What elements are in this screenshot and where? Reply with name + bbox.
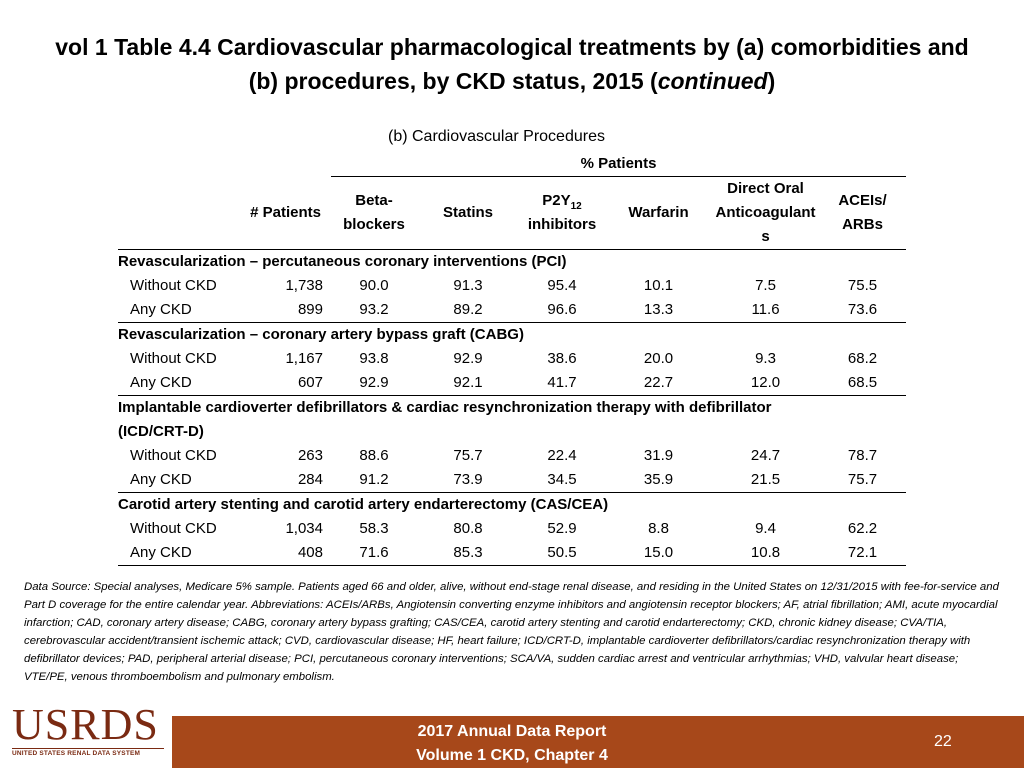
- col-doac-line2: Anticoagulant: [715, 204, 816, 221]
- table-row: [118, 517, 906, 541]
- table-row: [118, 298, 906, 323]
- beta-value: 92.9: [359, 374, 389, 391]
- warfarin-value: 22.7: [643, 374, 674, 391]
- section-title-line: Revascularization – percutaneous coronary interventions (PCI): [118, 253, 567, 270]
- table-row: [118, 444, 906, 468]
- warfarin-value: 20.0: [643, 350, 674, 367]
- p2y-value: 38.6: [547, 350, 577, 367]
- warfarin-value: 10.1: [643, 277, 674, 294]
- usrds-logo-subtext: UNITED STATES RENAL DATA SYSTEM: [12, 748, 164, 757]
- warfarin-value: 15.0: [643, 544, 674, 561]
- beta-value: 91.2: [359, 471, 389, 488]
- procedures-table: [118, 152, 906, 566]
- section-header-row: [118, 250, 906, 275]
- p2y-value: 50.5: [547, 544, 577, 561]
- col-p2y-line1: [519, 189, 605, 213]
- warfarin-value: 8.8: [648, 520, 669, 537]
- row-label: Without CKD: [130, 350, 217, 367]
- section-title-line: Implantable cardioverter defibrillators & cardiac resynchronization therapy with defibrillator: [118, 399, 772, 416]
- col-acei-header: [819, 177, 906, 250]
- slide-title: [0, 30, 1024, 98]
- acei-value: 62.2: [847, 520, 878, 537]
- patients-count: 1,738: [285, 277, 323, 294]
- statins-value: 73.9: [453, 471, 483, 488]
- statins-value: 92.9: [453, 350, 483, 367]
- table-row: [118, 371, 906, 396]
- section-title: [118, 493, 906, 518]
- section-header-row: [118, 493, 906, 518]
- doac-value: 12.0: [750, 374, 781, 391]
- acei-value: 72.1: [847, 544, 878, 561]
- title-line-1: vol 1 Table 4.4 Cardiovascular pharmacological treatments by (a) comorbidities and: [55, 34, 969, 60]
- col-doac-line1: Direct Oral: [727, 180, 804, 197]
- col-beta-line2: blockers: [343, 216, 405, 233]
- col-warfarin-header: Warfarin: [628, 204, 689, 221]
- column-header-row: [118, 177, 906, 250]
- footer-text: [0, 720, 1024, 768]
- warfarin-value: 31.9: [643, 447, 674, 464]
- footer-line-2: Volume 1 CKD, Chapter 4: [416, 747, 608, 764]
- usrds-logo-text: USRDS: [12, 700, 159, 749]
- col-beta-header: [331, 177, 417, 250]
- acei-value: 75.5: [847, 277, 878, 294]
- doac-value: 21.5: [750, 471, 781, 488]
- section-title-line: Carotid artery stenting and carotid artery endarterectomy (CAS/CEA): [118, 496, 609, 513]
- section-title: [118, 250, 906, 275]
- beta-value: 58.3: [359, 520, 389, 537]
- p2y-value: 22.4: [547, 447, 577, 464]
- row-label: Without CKD: [130, 520, 217, 537]
- row-label: Without CKD: [130, 277, 217, 294]
- acei-value: 75.7: [847, 471, 878, 488]
- statins-value: 85.3: [453, 544, 483, 561]
- patients-count: 899: [297, 301, 323, 318]
- col-statins-header: Statins: [442, 204, 493, 221]
- col-p2y-header: [519, 177, 605, 250]
- doac-value: 24.7: [750, 447, 781, 464]
- footer-line-1: 2017 Annual Data Report: [417, 723, 607, 740]
- statins-value: 91.3: [453, 277, 483, 294]
- pct-patients-header: % Patients: [331, 152, 906, 177]
- section-header-row: [118, 323, 906, 348]
- title-line-2: [0, 64, 1024, 98]
- row-label: Any CKD: [130, 374, 192, 391]
- col-p2y-line2: inhibitors: [527, 216, 597, 233]
- p2y-value: 52.9: [547, 520, 577, 537]
- table-row: [118, 541, 906, 566]
- title-line-2-italic: continued: [657, 68, 768, 94]
- col-p2y-text: P2Y: [542, 192, 571, 209]
- warfarin-value: 13.3: [643, 301, 674, 318]
- p2y-value: 34.5: [547, 471, 577, 488]
- doac-value: 9.3: [755, 350, 776, 367]
- section-title: [118, 323, 906, 348]
- row-label: Any CKD: [130, 471, 192, 488]
- section-title-line: Revascularization – coronary artery bypass graft (CABG): [118, 326, 524, 343]
- patients-count: 408: [297, 544, 323, 561]
- patients-count: 607: [297, 374, 323, 391]
- p2y-value: 95.4: [547, 277, 577, 294]
- acei-value: 73.6: [847, 301, 878, 318]
- statins-value: 92.1: [453, 374, 483, 391]
- table-row: [118, 468, 906, 493]
- col-p2y-sub: 12: [570, 201, 582, 212]
- table-subtitle: (b) Cardiovascular Procedures: [388, 128, 605, 145]
- patients-count: 1,034: [285, 520, 323, 537]
- beta-value: 93.8: [359, 350, 389, 367]
- row-label: Any CKD: [130, 301, 192, 318]
- beta-value: 93.2: [359, 301, 389, 318]
- acei-value: 68.5: [847, 374, 878, 391]
- data-source-footnote: Data Source: Special analyses, Medicare 5% sample. Patients aged 66 and older, alive, without end-stage renal disease, and residing in the United States on 12/31/2015 with fee-for-service and Part D coverage for the entire calendar year. Abbreviations: ACEIs/ARBs, Angiotensin converting enzyme inhibitors and angiotensin receptor blockers; AF, atrial fibrillation; AMI, acute myocardial infarction; CAD, coronary artery disease; CABG, coronary artery bypass grafting; CAS/CEA, carotid artery stenting and carotid endarterectomy; CKD, chronic kidney disease; CVA/TIA, cerebrovascular accident/transient ischemic attack; CVD, cardiovascular disease; HF, heart failure; ICD/CRT-D, implantable cardioverter defibrillators/cardiac resynchronization therapy with defibrillator devices; PAD, peripheral arterial disease; PCI, percutaneous coronary interventions; SCA/VA, sudden cardiac arrest and ventricular arrhythmias; VHD, valvular heart disease; VTE/PE, venous thromboembolism and pulmonary embolism.: [24, 581, 999, 683]
- col-acei-line2: ARBs: [842, 216, 883, 233]
- col-doac-line3: s: [761, 228, 770, 245]
- p2y-value: 41.7: [547, 374, 577, 391]
- page-number: 22: [934, 733, 952, 750]
- doac-value: 7.5: [755, 277, 776, 294]
- section-title: [118, 396, 906, 445]
- pct-header-row: [118, 152, 906, 177]
- p2y-value: 96.6: [547, 301, 577, 318]
- statins-value: 75.7: [453, 447, 483, 464]
- doac-value: 11.6: [751, 301, 780, 318]
- acei-value: 78.7: [847, 447, 878, 464]
- col-beta-line1: Beta-: [355, 192, 393, 209]
- warfarin-value: 35.9: [643, 471, 674, 488]
- statins-value: 80.8: [453, 520, 483, 537]
- beta-value: 88.6: [359, 447, 389, 464]
- row-label: Any CKD: [130, 544, 192, 561]
- row-label: Without CKD: [130, 447, 217, 464]
- acei-value: 68.2: [847, 350, 878, 367]
- col-acei-line1: ACEIs/: [838, 192, 887, 209]
- doac-value: 9.4: [755, 520, 776, 537]
- statins-value: 89.2: [453, 301, 483, 318]
- patients-count: 1,167: [285, 350, 323, 367]
- col-doac-header: [712, 177, 819, 250]
- title-line-2-post: ): [767, 68, 776, 94]
- doac-value: 10.8: [750, 544, 781, 561]
- title-line-2-pre: (b) procedures, by CKD status, 2015 (: [248, 68, 658, 94]
- col-patients-header: # Patients: [250, 203, 321, 221]
- table-row: [118, 274, 906, 298]
- patients-count: 263: [297, 447, 323, 464]
- beta-value: 90.0: [359, 277, 389, 294]
- beta-value: 71.6: [359, 544, 389, 561]
- section-header-row: [118, 396, 906, 445]
- patients-count: 284: [297, 471, 323, 488]
- section-title-line-2: (ICD/CRT-D): [118, 423, 204, 440]
- table-row: [118, 347, 906, 371]
